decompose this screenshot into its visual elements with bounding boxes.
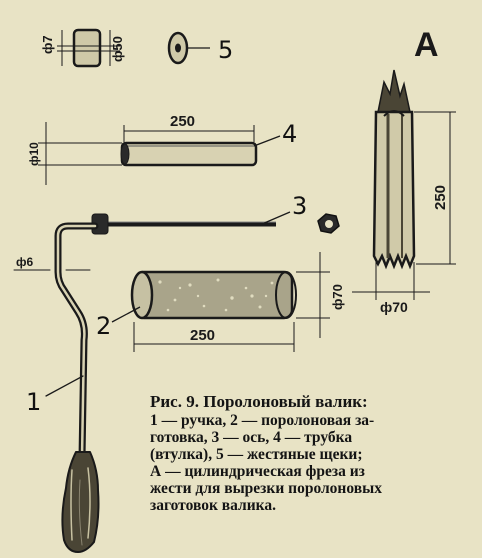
part-label-2: 2 bbox=[96, 312, 112, 340]
dim-d70-roller: ф70 bbox=[330, 284, 345, 310]
part-label-1: 1 bbox=[26, 388, 42, 416]
part-label-4: 4 bbox=[282, 120, 298, 148]
cheek-front-view bbox=[169, 33, 210, 63]
dim-d70-cutter: ф70 bbox=[380, 299, 408, 315]
dim-d10: ф10 bbox=[27, 142, 41, 166]
caption-title: Рис. 9. Поролоновый валик: bbox=[150, 392, 368, 411]
caption-line: заготовок валика. bbox=[150, 497, 276, 514]
dim-cutter-length: 250 bbox=[432, 184, 449, 210]
dim-d50: ф50 bbox=[110, 36, 125, 62]
tube bbox=[38, 122, 280, 185]
caption-line: жести для вырезки поролоновых bbox=[150, 480, 382, 497]
view-label-a: А bbox=[414, 26, 439, 64]
nut bbox=[318, 214, 339, 233]
dim-roller-length: 250 bbox=[190, 327, 216, 344]
axle bbox=[100, 212, 290, 224]
foam-roller bbox=[112, 252, 330, 352]
dim-d7: ф7 bbox=[40, 35, 55, 54]
dim-tube-length: 250 bbox=[170, 113, 196, 130]
dim-d6: ф6 bbox=[16, 255, 34, 269]
caption-line: (втулка), 5 — жестяные щеки; bbox=[150, 446, 363, 463]
part-label-5: 5 bbox=[218, 36, 234, 64]
figure-caption bbox=[150, 392, 472, 514]
caption-line: 1 — ручка, 2 — поролоновая за- bbox=[150, 412, 375, 429]
part-label-3: 3 bbox=[292, 192, 308, 220]
caption-line: готовка, 3 — ось, 4 — трубка bbox=[150, 429, 353, 446]
caption-line: А — цилиндрическая фреза из bbox=[150, 463, 365, 480]
